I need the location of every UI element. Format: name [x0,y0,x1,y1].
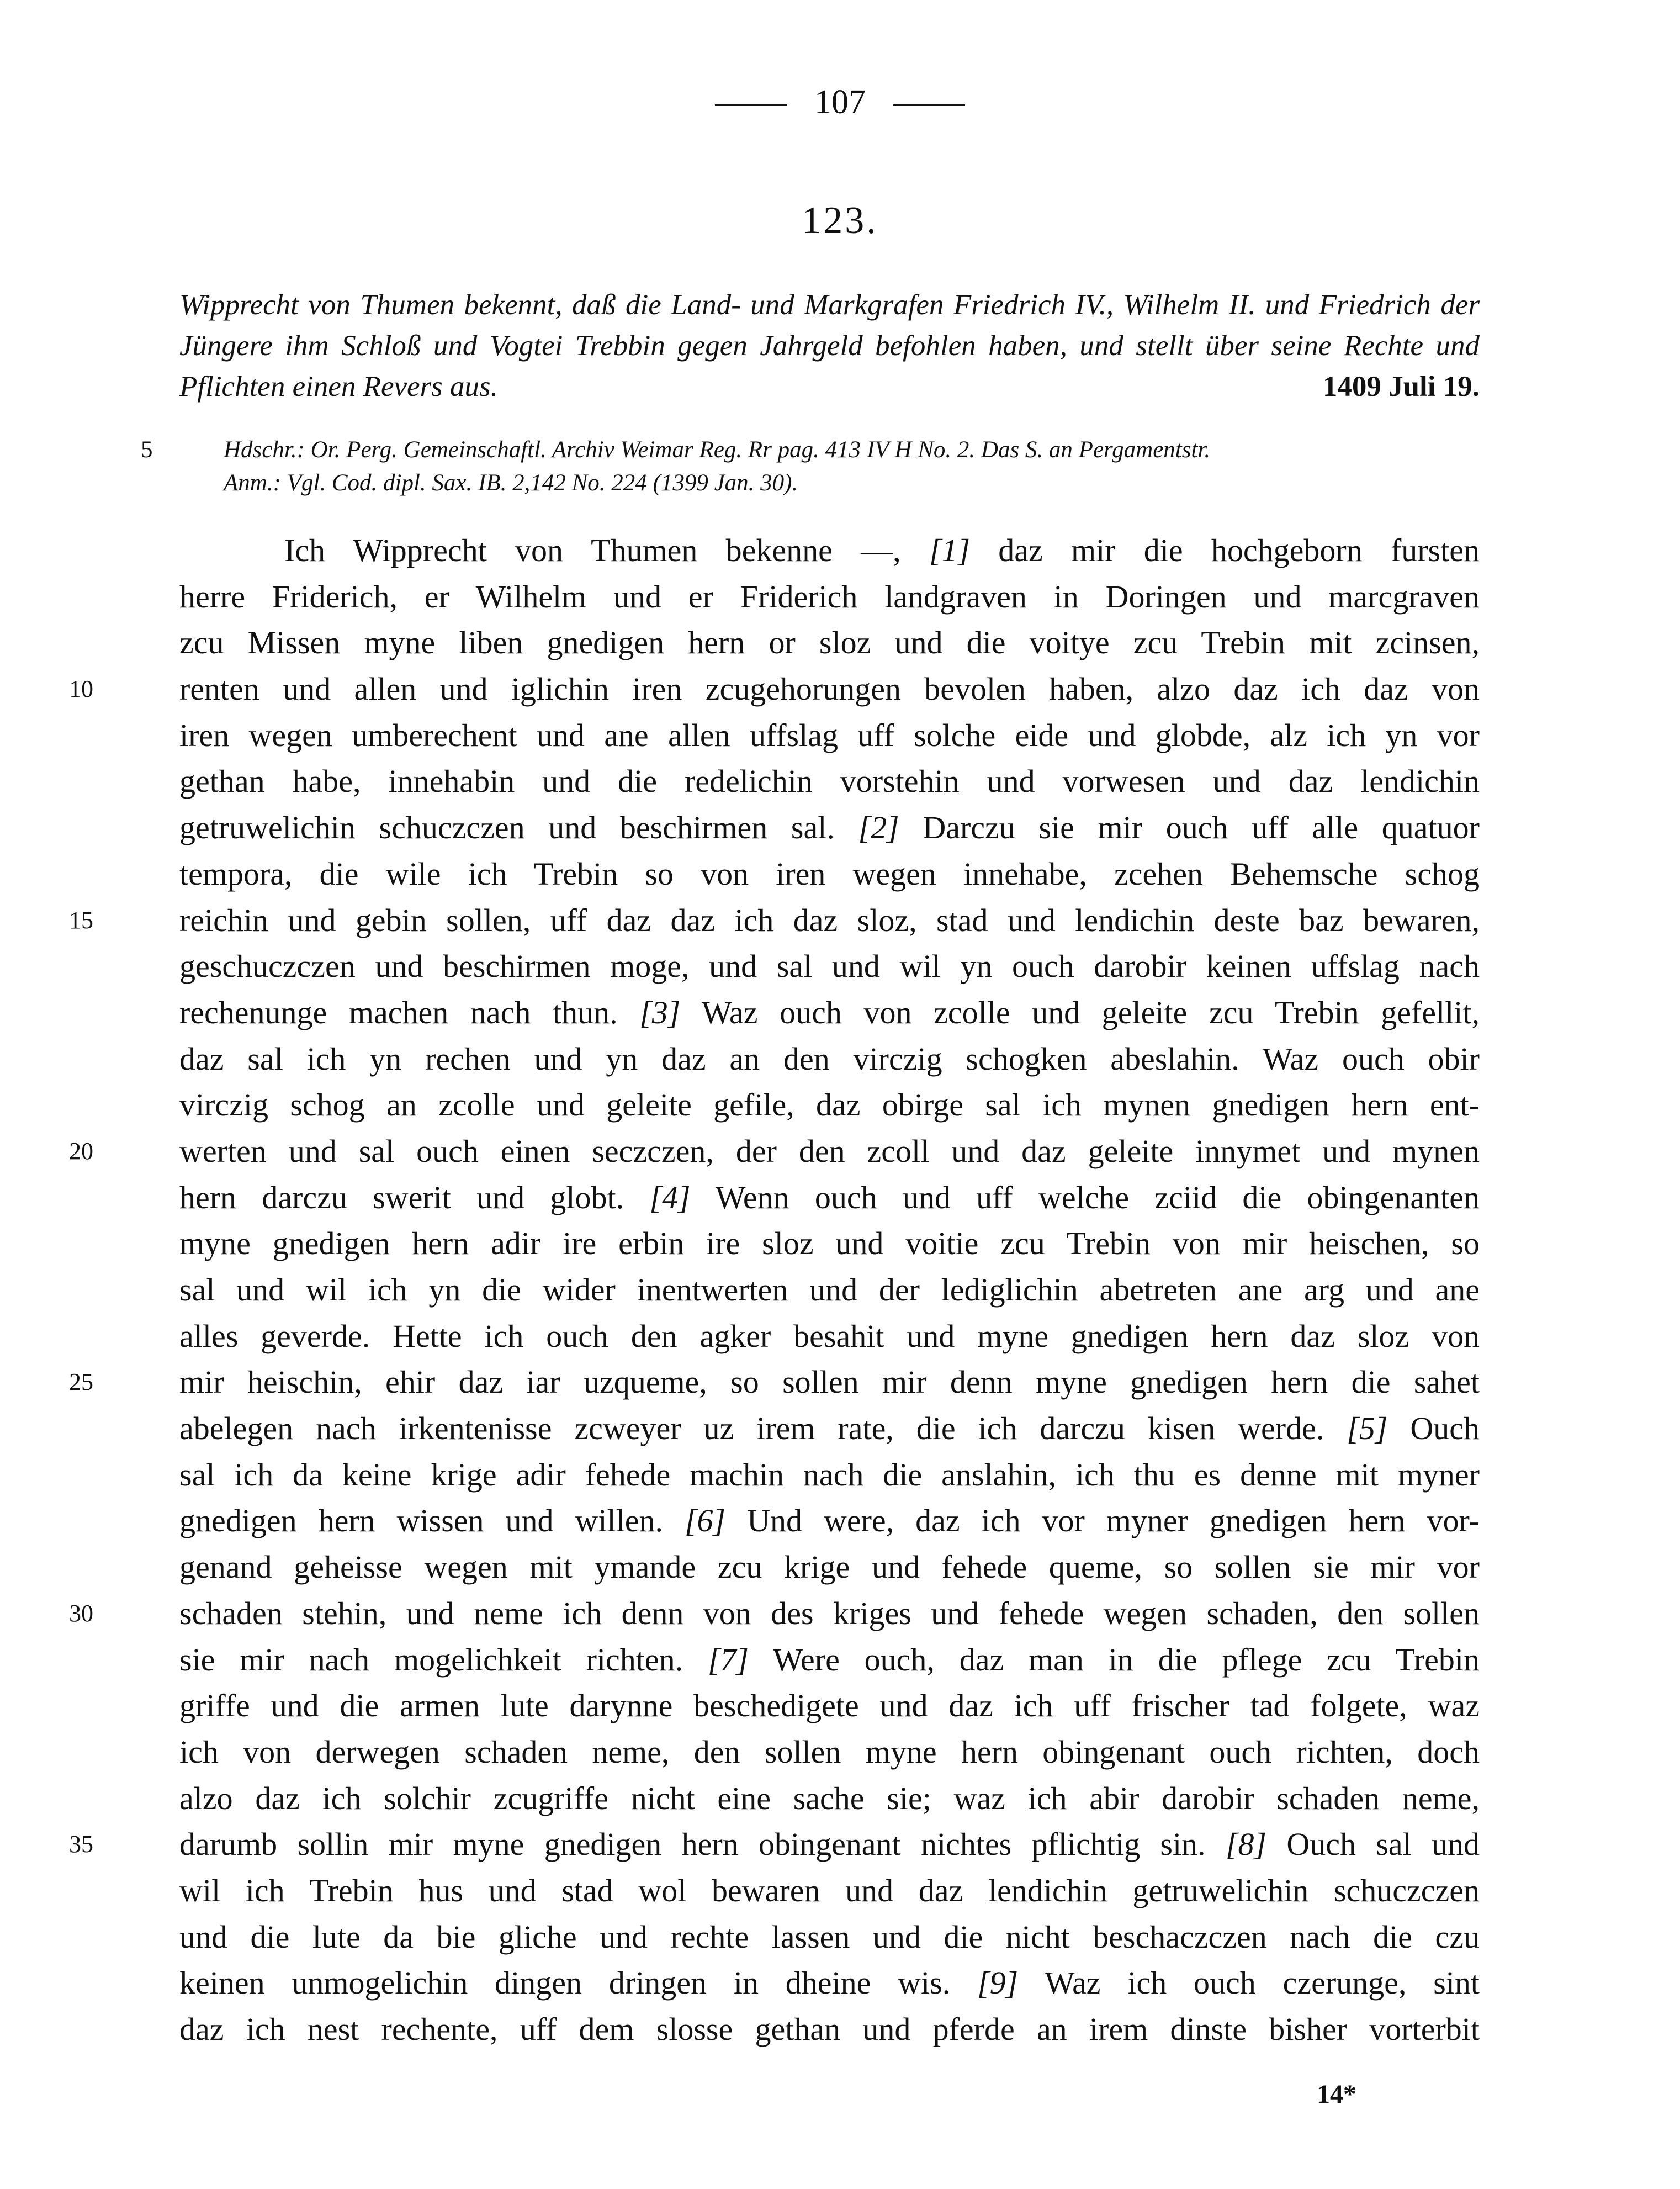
text-line [179,712,1480,759]
section-marker: [4] [649,1179,691,1215]
text-line [179,1544,1480,1590]
text-line [179,990,1480,1036]
line-text: alles geverde. Hette ich ouch den agker besahit und myne gnedigen hern daz sloz von [179,1318,1480,1354]
line-text: werten und sal ouch einen seczczen, der den zcoll und daz geleite innymet und mynen [179,1133,1480,1169]
document-body [69,527,1480,2053]
text-line [69,1590,1480,1637]
line-text: schaden stehin, und neme ich denn von des kriges und fehede wegen schaden, den sollen [179,1595,1480,1631]
line-number: 10 [69,675,93,703]
regest-summary [179,284,1480,407]
line-text: gnedigen hern wissen und willen. [6] Und were, daz ich vor myner gnedigen hern vor- [179,1503,1480,1539]
line-text: darumb sollin mir myne gnedigen hern obingenant nichtes pflichtig sin. [8] Ouch sal und [179,1826,1480,1863]
regest-date: 1409 Juli 19. [1322,371,1480,403]
text-line [179,758,1480,805]
section-marker: [6] [684,1503,726,1539]
line-text: alzo daz ich solchir zcugriffe nicht eine sache sie; waz ich abir darobir schaden neme, [179,1780,1480,1816]
line-number: 25 [69,1368,93,1396]
text-line [179,1036,1480,1082]
section-marker: [3] [639,994,681,1030]
text-line [69,1128,1480,1175]
line-text: getruwelichin schuczczen und beschirmen sal. [2] Darczu sie mir ouch uff alle quatuor [179,810,1480,846]
section-marker: [5] [1347,1410,1388,1447]
regest-text: Wipprecht von Thumen bekennt, daß die Land- und Markgrafen Friedrich IV., Wilhelm II. und Friedrich der Jüngere ihm Schloß und Vogtei Trebbin gegen Jahrgeld befohlen haben, und stellt über seine Rechte und Pflichten einen Revers aus. [179,289,1480,403]
line-text: wil ich Trebin hus und stad wol bewaren und daz lendichin getruwelichin schuczczen [179,1872,1480,1908]
line-text: griffe und die armen lute darynne beschedigete und daz ich uff frischer tad folgete, waz [179,1688,1480,1724]
text-line [179,1775,1480,1822]
line-text: und die lute da bie gliche und rechte lassen und die nicht beschaczczen nach die czu [179,1918,1480,1955]
line-text: reichin und gebin sollen, uff daz daz ich daz sloz, stad und lendichin deste baz bewaren, [179,902,1480,938]
text-line [179,574,1480,620]
header-rule-left [715,104,787,106]
line-text: sal und wil ich yn die wider inentwerten und der lediglichin abetreten ane arg und ane [179,1272,1480,1308]
line-text: zcu Missen myne liben gnedigen hern or sloz und die voitye zcu Trebin mit zcinsen, [179,625,1480,661]
line-text: herre Friderich, er Wilhelm und er Friderich landgraven in Doringen und marcgraven [179,578,1480,615]
line-text: Ich Wipprecht von Thumen bekenne —, [1] daz mir die hochgeborn fursten [284,532,1480,568]
line-text: mir heischin, ehir daz iar uzqueme, so sollen mir denn myne gnedigen hern die sahet [179,1364,1480,1400]
text-line [179,1683,1480,1729]
text-line [179,1313,1480,1360]
line-text: ich von derwegen schaden neme, den sollen myne hern obingenant ouch richten, doch [179,1733,1480,1770]
line-text: rechenunge machen nach thun. [3] Waz ouch von zcolle und geleite zcu Trebin gefellit, [179,994,1480,1030]
text-line [179,1267,1480,1313]
text-line [179,851,1480,897]
text-line [179,1082,1480,1128]
text-line [179,1452,1480,1498]
line-text: daz ich nest rechente, uff dem slosse gethan und pferde an irem dinste bisher vorterbit [179,2011,1480,2047]
text-line [179,805,1480,851]
text-line [179,1175,1480,1221]
line-text: keinen unmogelichin dingen dringen in dheine wis. [9] Waz ich ouch czerunge, sint [179,1965,1480,2001]
section-marker: [9] [977,1965,1019,2001]
section-marker: [7] [707,1641,749,1678]
line-text: geschuczczen und beschirmen moge, und sal und wil yn ouch darobir keinen uffslag nach [179,948,1480,985]
line-text: gethan habe, innehabin und die redelichin vorstehin und vorwesen und daz lendichin [179,763,1480,800]
line-number: 35 [69,1831,93,1858]
header-rule-right [893,104,965,106]
text-line [179,620,1480,666]
text-line [179,1729,1480,1775]
apparatus-line: Anm.: Vgl. Cod. dipl. Sax. IB. 2,142 No. 224 (1399 Jan. 30). [224,470,798,496]
text-line [179,1960,1480,2006]
text-line [179,1914,1480,1960]
line-text: tempora, die wile ich Trebin so von iren wegen innehabe, zcehen Behemsche schog [179,855,1480,892]
document-number: 123. [802,199,878,242]
text-line [69,1821,1480,1868]
line-text: myne gnedigen hern adir ire erbin ire sloz und voitie zcu Trebin von mir heischen, so [179,1225,1480,1262]
text-line [69,897,1480,944]
text-line [179,1498,1480,1544]
line-number: 30 [69,1599,93,1627]
page-number: 107 [814,83,866,121]
text-line [179,1868,1480,1914]
text-line [179,2006,1480,2053]
line-text: iren wegen umberechent und ane allen uffslag uff solche eide und globde, alz ich yn vor [179,717,1480,753]
critical-apparatus [141,433,1493,500]
line-text: virczig schog an zcolle und geleite gefile, daz obirge sal ich mynen gnedigen hern ent- [179,1087,1480,1123]
line-text: abelegen nach irkentenisse zcweyer uz irem rate, die ich darczu kisen werde. [5] Ouch [179,1410,1480,1447]
apparatus-line-number: 5 [141,437,153,463]
line-text: hern darczu swerit und globt. [4] Wenn ouch und uff welche zciid die obingenanten [179,1179,1480,1215]
section-marker: [1] [929,532,971,568]
line-text: daz sal ich yn rechen und yn daz an den virczig schogken abeslahin. Waz ouch obir [179,1040,1480,1077]
line-number: 15 [69,906,93,934]
text-line [179,1637,1480,1683]
text-line [69,1359,1480,1405]
text-line [69,666,1480,712]
line-text: renten und allen und iglichin iren zcugehorungen bevolen haben, alzo daz ich daz von [179,671,1480,707]
apparatus-line: Hdschr.: Or. Perg. Gemeinschaftl. Archiv Weimar Reg. Rr pag. 413 IV H No. 2. Das S. an Pergamentstr. [224,437,1211,463]
signature-mark: 14* [1317,2080,1356,2109]
text-line [179,527,1480,574]
section-marker: [8] [1225,1826,1267,1863]
page-number-header [0,83,1680,122]
text-line [179,943,1480,990]
section-marker: [2] [858,810,899,846]
text-line [179,1405,1480,1452]
line-text: sie mir nach mogelichkeit richten. [7] Were ouch, daz man in die pflege zcu Trebin [179,1641,1480,1678]
text-line [179,1220,1480,1267]
line-text: sal ich da keine krige adir fehede machin nach die anslahin, ich thu es denne mit myner [179,1456,1480,1493]
line-text: genand geheisse wegen mit ymande zcu krige und fehede queme, so sollen sie mir vor [179,1549,1480,1585]
line-number: 20 [69,1137,93,1165]
